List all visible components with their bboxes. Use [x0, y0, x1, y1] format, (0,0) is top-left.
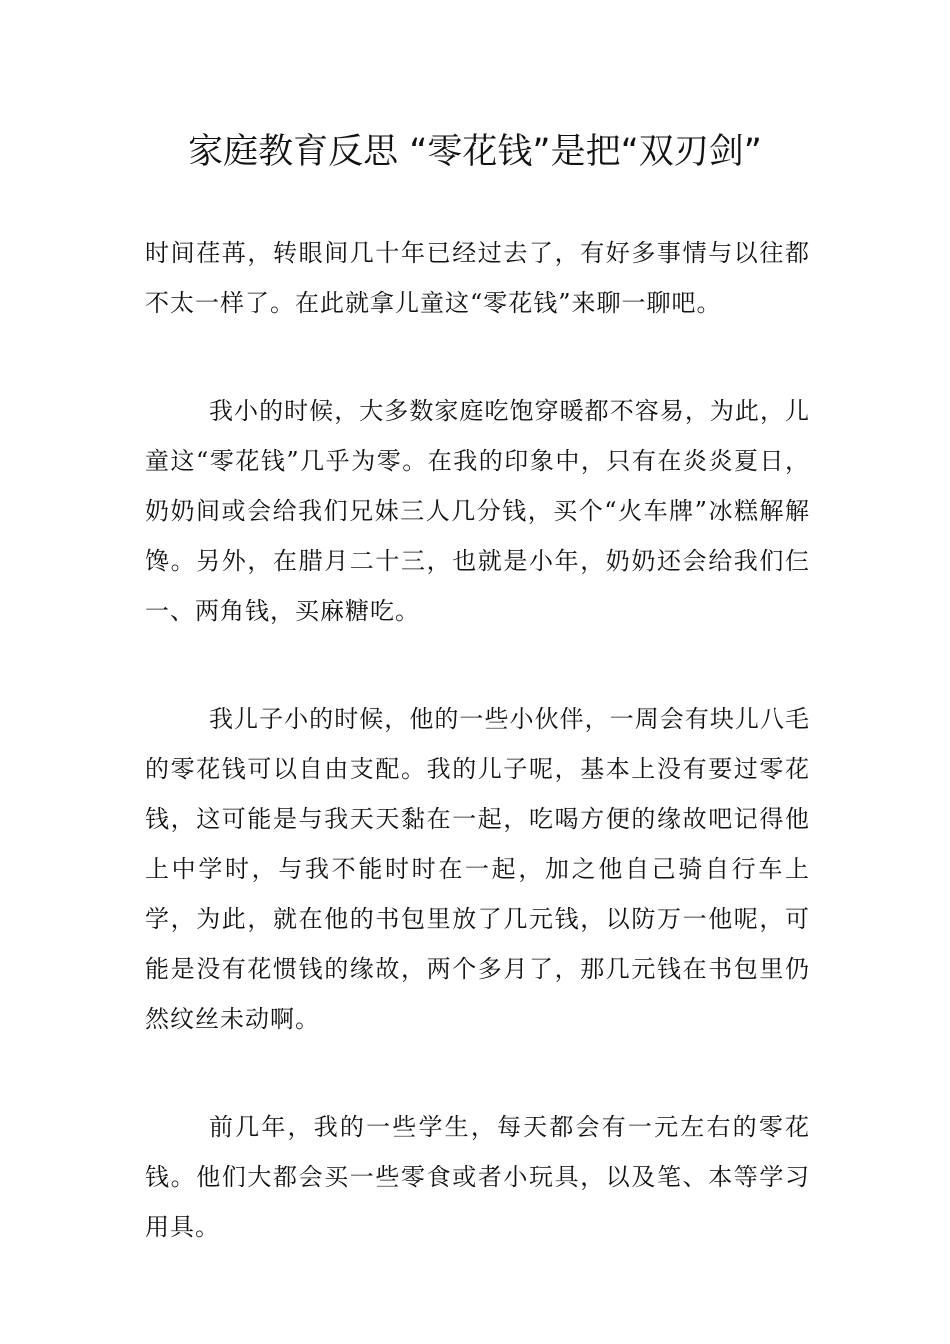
- paragraph-intro: 时间荏苒，转眼间几十年已经过去了，有好多事情与以往都不太一样了。在此就拿儿童这“零花钱”来聊一聊吧。: [145, 239, 810, 317]
- document-body: [145, 228, 810, 1252]
- document-title: 家庭教育反思 “零花钱”是把“双刃剑”: [188, 132, 762, 172]
- paragraph-gap: [145, 1044, 810, 1102]
- paragraph-gap: [145, 328, 810, 386]
- paragraph-gap: [145, 636, 810, 694]
- paragraph-students: 前几年，我的一些学生，每天都会有一元左右的零花钱。他们大都会买一些零食或者小玩具，以及笔、本等学习用具。: [145, 1113, 810, 1241]
- paragraph-son: 我儿子小的时候，他的一些小伙伴，一周会有块儿八毛的零花钱可以自由支配。我的儿子呢，基本上没有要过零花钱，这可能是与我天天黏在一起，吃喝方便的缘故吧记得他上中学时，与我不能时时在一起，加之他自己骑自行车上学，为此，就在他的书包里放了几元钱，以防万一他呢，可能是没有花惯钱的缘故，两个多月了，那几元钱在书包里仍然纹丝未动啊。: [145, 705, 810, 1033]
- paragraph-childhood: 我小的时候，大多数家庭吃饱穿暖都不容易，为此，儿童这“零花钱”几乎为零。在我的印象中，只有在炎炎夏日，奶奶间或会给我们兄妹三人几分钱，买个“火车牌”冰糕解解馋。另外，在腊月二十三，也就是小年，奶奶还会给我们仨一、两角钱，买麻糖吃。: [145, 397, 810, 625]
